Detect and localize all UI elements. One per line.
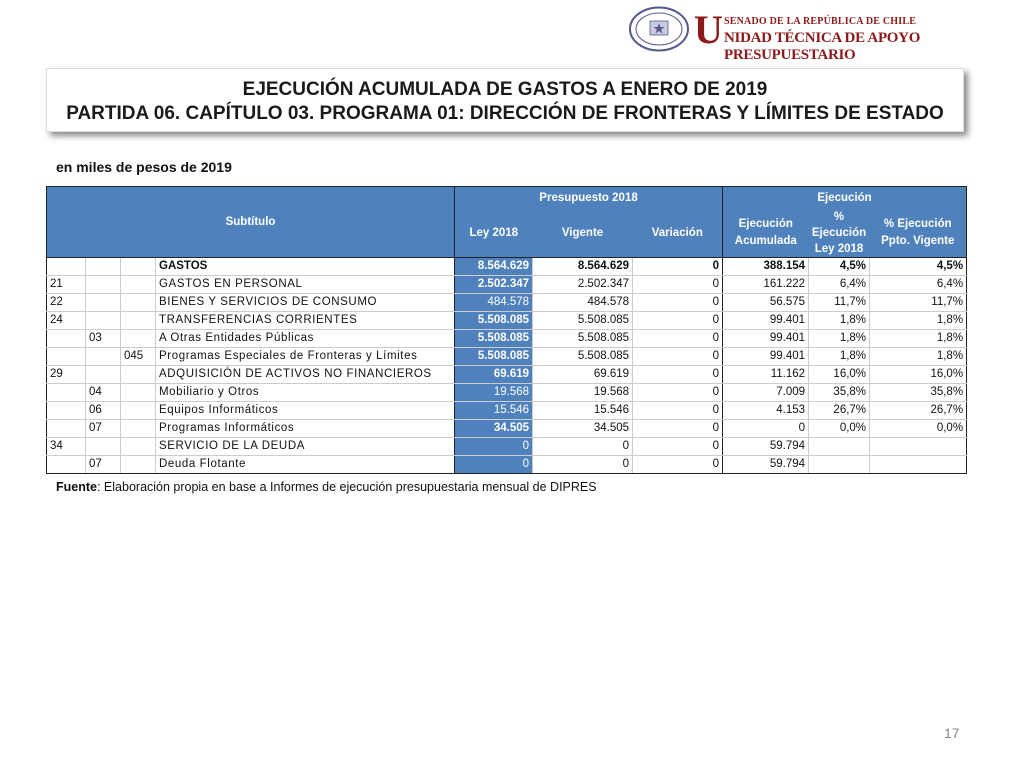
cell-sub: 21: [47, 275, 86, 293]
cell-desc: TRANSFERENCIAS CORRIENTES: [156, 311, 455, 329]
table-row: [47, 401, 967, 419]
cell-item: 07: [86, 419, 121, 437]
header-pct-ejecucion-ley: [809, 209, 870, 258]
cell-sub: 34: [47, 437, 86, 455]
header-pct-ley-line2: Ejecución: [811, 226, 867, 239]
cell-desc: A Otras Entidades Públicas: [156, 329, 455, 347]
cell-asig: [121, 455, 156, 473]
table-row: [47, 383, 967, 401]
cell-pct-vig: 6,4%: [870, 275, 967, 293]
cell-asig: [121, 293, 156, 311]
cell-variacion: 0: [633, 437, 723, 455]
cell-ejec: 56.575: [723, 293, 809, 311]
header-pct-ejecucion-vigente: [870, 209, 967, 258]
table-body: [47, 257, 967, 473]
cell-desc: SERVICIO DE LA DEUDA: [156, 437, 455, 455]
budget-table: [46, 186, 967, 474]
cell-vigente: 8.564.629: [533, 257, 633, 275]
table-row: [47, 365, 967, 383]
cell-sub: [47, 419, 86, 437]
page-number: 17: [944, 725, 960, 741]
cell-pct-ley: [809, 437, 870, 455]
cell-pct-ley: 1,8%: [809, 329, 870, 347]
cell-ley: 0: [455, 437, 533, 455]
cell-ejec: 4.153: [723, 401, 809, 419]
cell-pct-vig: [870, 437, 967, 455]
table-row: [47, 437, 967, 455]
cell-item: 06: [86, 401, 121, 419]
cell-pct-ley: 6,4%: [809, 275, 870, 293]
header-ejec-acum-line1: Ejecución: [738, 217, 793, 230]
cell-vigente: 5.508.085: [533, 329, 633, 347]
cell-asig: [121, 275, 156, 293]
cell-sub: [47, 347, 86, 365]
cell-pct-ley: 11,7%: [809, 293, 870, 311]
table-row: [47, 275, 967, 293]
cell-vigente: 484.578: [533, 293, 633, 311]
cell-ley: 484.578: [455, 293, 533, 311]
cell-variacion: 0: [633, 275, 723, 293]
header-pct-ley-line1: %: [833, 210, 845, 223]
cell-sub: [47, 401, 86, 419]
cell-ejec: 99.401: [723, 311, 809, 329]
table-row: [47, 311, 967, 329]
cell-variacion: 0: [633, 419, 723, 437]
cell-ley: 15.546: [455, 401, 533, 419]
cell-ejec: 7.009: [723, 383, 809, 401]
header-presupuesto-2018: Presupuesto 2018: [455, 187, 723, 209]
cell-pct-vig: 1,8%: [870, 311, 967, 329]
cell-sub: [47, 257, 86, 275]
cell-item: [86, 293, 121, 311]
cell-ley: 5.508.085: [455, 311, 533, 329]
cell-desc: Programas Especiales de Fronteras y Límites: [156, 347, 455, 365]
cell-variacion: 0: [633, 365, 723, 383]
cell-ejec: 161.222: [723, 275, 809, 293]
cell-sub: [47, 329, 86, 347]
header-variacion: Variación: [633, 209, 723, 258]
units-label: en miles de pesos de 2019: [56, 159, 232, 175]
cell-pct-ley: 16,0%: [809, 365, 870, 383]
cell-sub: 24: [47, 311, 86, 329]
cell-ley: 5.508.085: [455, 329, 533, 347]
cell-variacion: 0: [633, 293, 723, 311]
cell-vigente: 2.502.347: [533, 275, 633, 293]
cell-sub: 22: [47, 293, 86, 311]
cell-vigente: 15.546: [533, 401, 633, 419]
cell-pct-vig: 35,8%: [870, 383, 967, 401]
title-box: [46, 68, 964, 132]
cell-variacion: 0: [633, 311, 723, 329]
header-ejec-acum-line2: Acumulada: [734, 234, 797, 247]
cell-pct-vig: 26,7%: [870, 401, 967, 419]
cell-sub: [47, 455, 86, 473]
cell-variacion: 0: [633, 329, 723, 347]
page-title: EJECUCIÓN ACUMULADA DE GASTOS A ENERO DE 2019: [242, 79, 768, 100]
senate-seal-icon: [628, 6, 690, 52]
cell-vigente: 69.619: [533, 365, 633, 383]
header-vigente: Vigente: [533, 209, 633, 258]
cell-vigente: 0: [533, 437, 633, 455]
cell-vigente: 5.508.085: [533, 311, 633, 329]
cell-ejec: 11.162: [723, 365, 809, 383]
cell-pct-vig: 11,7%: [870, 293, 967, 311]
cell-asig: 045: [121, 347, 156, 365]
cell-ley: 69.619: [455, 365, 533, 383]
cell-item: [86, 365, 121, 383]
cell-item: 04: [86, 383, 121, 401]
cell-item: 03: [86, 329, 121, 347]
cell-ejec: 59.794: [723, 437, 809, 455]
cell-desc: Deuda Flotante: [156, 455, 455, 473]
cell-item: [86, 257, 121, 275]
cell-ley: 2.502.347: [455, 275, 533, 293]
cell-item: [86, 347, 121, 365]
header-ley-2018: Ley 2018: [455, 209, 533, 258]
cell-variacion: 0: [633, 383, 723, 401]
cell-asig: [121, 401, 156, 419]
cell-asig: [121, 329, 156, 347]
logo-senate-line: SENADO DE LA REPÚBLICA DE CHILE: [724, 16, 917, 27]
cell-item: 07: [86, 455, 121, 473]
cell-pct-ley: 35,8%: [809, 383, 870, 401]
cell-pct-ley: 1,8%: [809, 311, 870, 329]
cell-item: [86, 311, 121, 329]
cell-asig: [121, 437, 156, 455]
cell-ley: 34.505: [455, 419, 533, 437]
cell-vigente: 34.505: [533, 419, 633, 437]
table-row: [47, 293, 967, 311]
source-text: : Elaboración propia en base a Informes de ejecución presupuestaria mensual de DIPRES: [96, 480, 597, 494]
cell-ley: 0: [455, 455, 533, 473]
header-pct-ley-line3: Ley 2018: [814, 242, 864, 255]
cell-item: [86, 275, 121, 293]
cell-vigente: 19.568: [533, 383, 633, 401]
source-label: Fuente: [56, 480, 97, 494]
cell-desc: BIENES Y SERVICIOS DE CONSUMO: [156, 293, 455, 311]
cell-ley: 8.564.629: [455, 257, 533, 275]
cell-pct-vig: 16,0%: [870, 365, 967, 383]
cell-asig: [121, 257, 156, 275]
cell-pct-ley: 0,0%: [809, 419, 870, 437]
table-row: [47, 329, 967, 347]
cell-asig: [121, 365, 156, 383]
header-pct-vig-line2: Ppto. Vigente: [881, 234, 955, 247]
page-subtitle: PARTIDA 06. CAPÍTULO 03. PROGRAMA 01: DIRECCIÓN DE FRONTERAS Y LÍMITES DE ESTADO: [66, 103, 944, 124]
cell-ley: 19.568: [455, 383, 533, 401]
cell-desc: Programas Informáticos: [156, 419, 455, 437]
logo-initial: U: [694, 7, 723, 52]
header-ejecucion: Ejecución: [723, 187, 967, 209]
cell-vigente: 5.508.085: [533, 347, 633, 365]
cell-ejec: 99.401: [723, 329, 809, 347]
cell-asig: [121, 419, 156, 437]
cell-desc: Mobiliario y Otros: [156, 383, 455, 401]
cell-asig: [121, 311, 156, 329]
cell-asig: [121, 383, 156, 401]
cell-sub: [47, 383, 86, 401]
cell-variacion: 0: [633, 455, 723, 473]
table-row: [47, 347, 967, 365]
cell-ejec: 59.794: [723, 455, 809, 473]
cell-pct-vig: 0,0%: [870, 419, 967, 437]
table-row: [47, 455, 967, 473]
cell-ley: 5.508.085: [455, 347, 533, 365]
header-subtitulo: Subtítulo: [47, 187, 455, 258]
logo-unit-line: NIDAD TÉCNICA DE APOYO PRESUPUESTARIO: [724, 30, 921, 63]
cell-pct-vig: [870, 455, 967, 473]
senate-logo: [628, 6, 1020, 63]
cell-sub: 29: [47, 365, 86, 383]
cell-ejec: 99.401: [723, 347, 809, 365]
cell-pct-ley: 1,8%: [809, 347, 870, 365]
cell-pct-ley: 4,5%: [809, 257, 870, 275]
source-note: [56, 480, 597, 494]
cell-desc: GASTOS: [156, 257, 455, 275]
cell-desc: ADQUISICIÓN DE ACTIVOS NO FINANCIEROS: [156, 365, 455, 383]
cell-pct-vig: 4,5%: [870, 257, 967, 275]
cell-item: [86, 437, 121, 455]
header-pct-vig-line1: % Ejecución: [883, 217, 952, 230]
cell-ejec: 388.154: [723, 257, 809, 275]
cell-pct-ley: 26,7%: [809, 401, 870, 419]
table-row: [47, 419, 967, 437]
header-ejecucion-acumulada: [723, 209, 809, 258]
cell-pct-vig: 1,8%: [870, 347, 967, 365]
cell-pct-vig: 1,8%: [870, 329, 967, 347]
cell-variacion: 0: [633, 401, 723, 419]
cell-desc: Equipos Informáticos: [156, 401, 455, 419]
cell-desc: GASTOS EN PERSONAL: [156, 275, 455, 293]
table-row: [47, 257, 967, 275]
cell-variacion: 0: [633, 257, 723, 275]
cell-ejec: 0: [723, 419, 809, 437]
cell-pct-ley: [809, 455, 870, 473]
cell-vigente: 0: [533, 455, 633, 473]
cell-variacion: 0: [633, 347, 723, 365]
